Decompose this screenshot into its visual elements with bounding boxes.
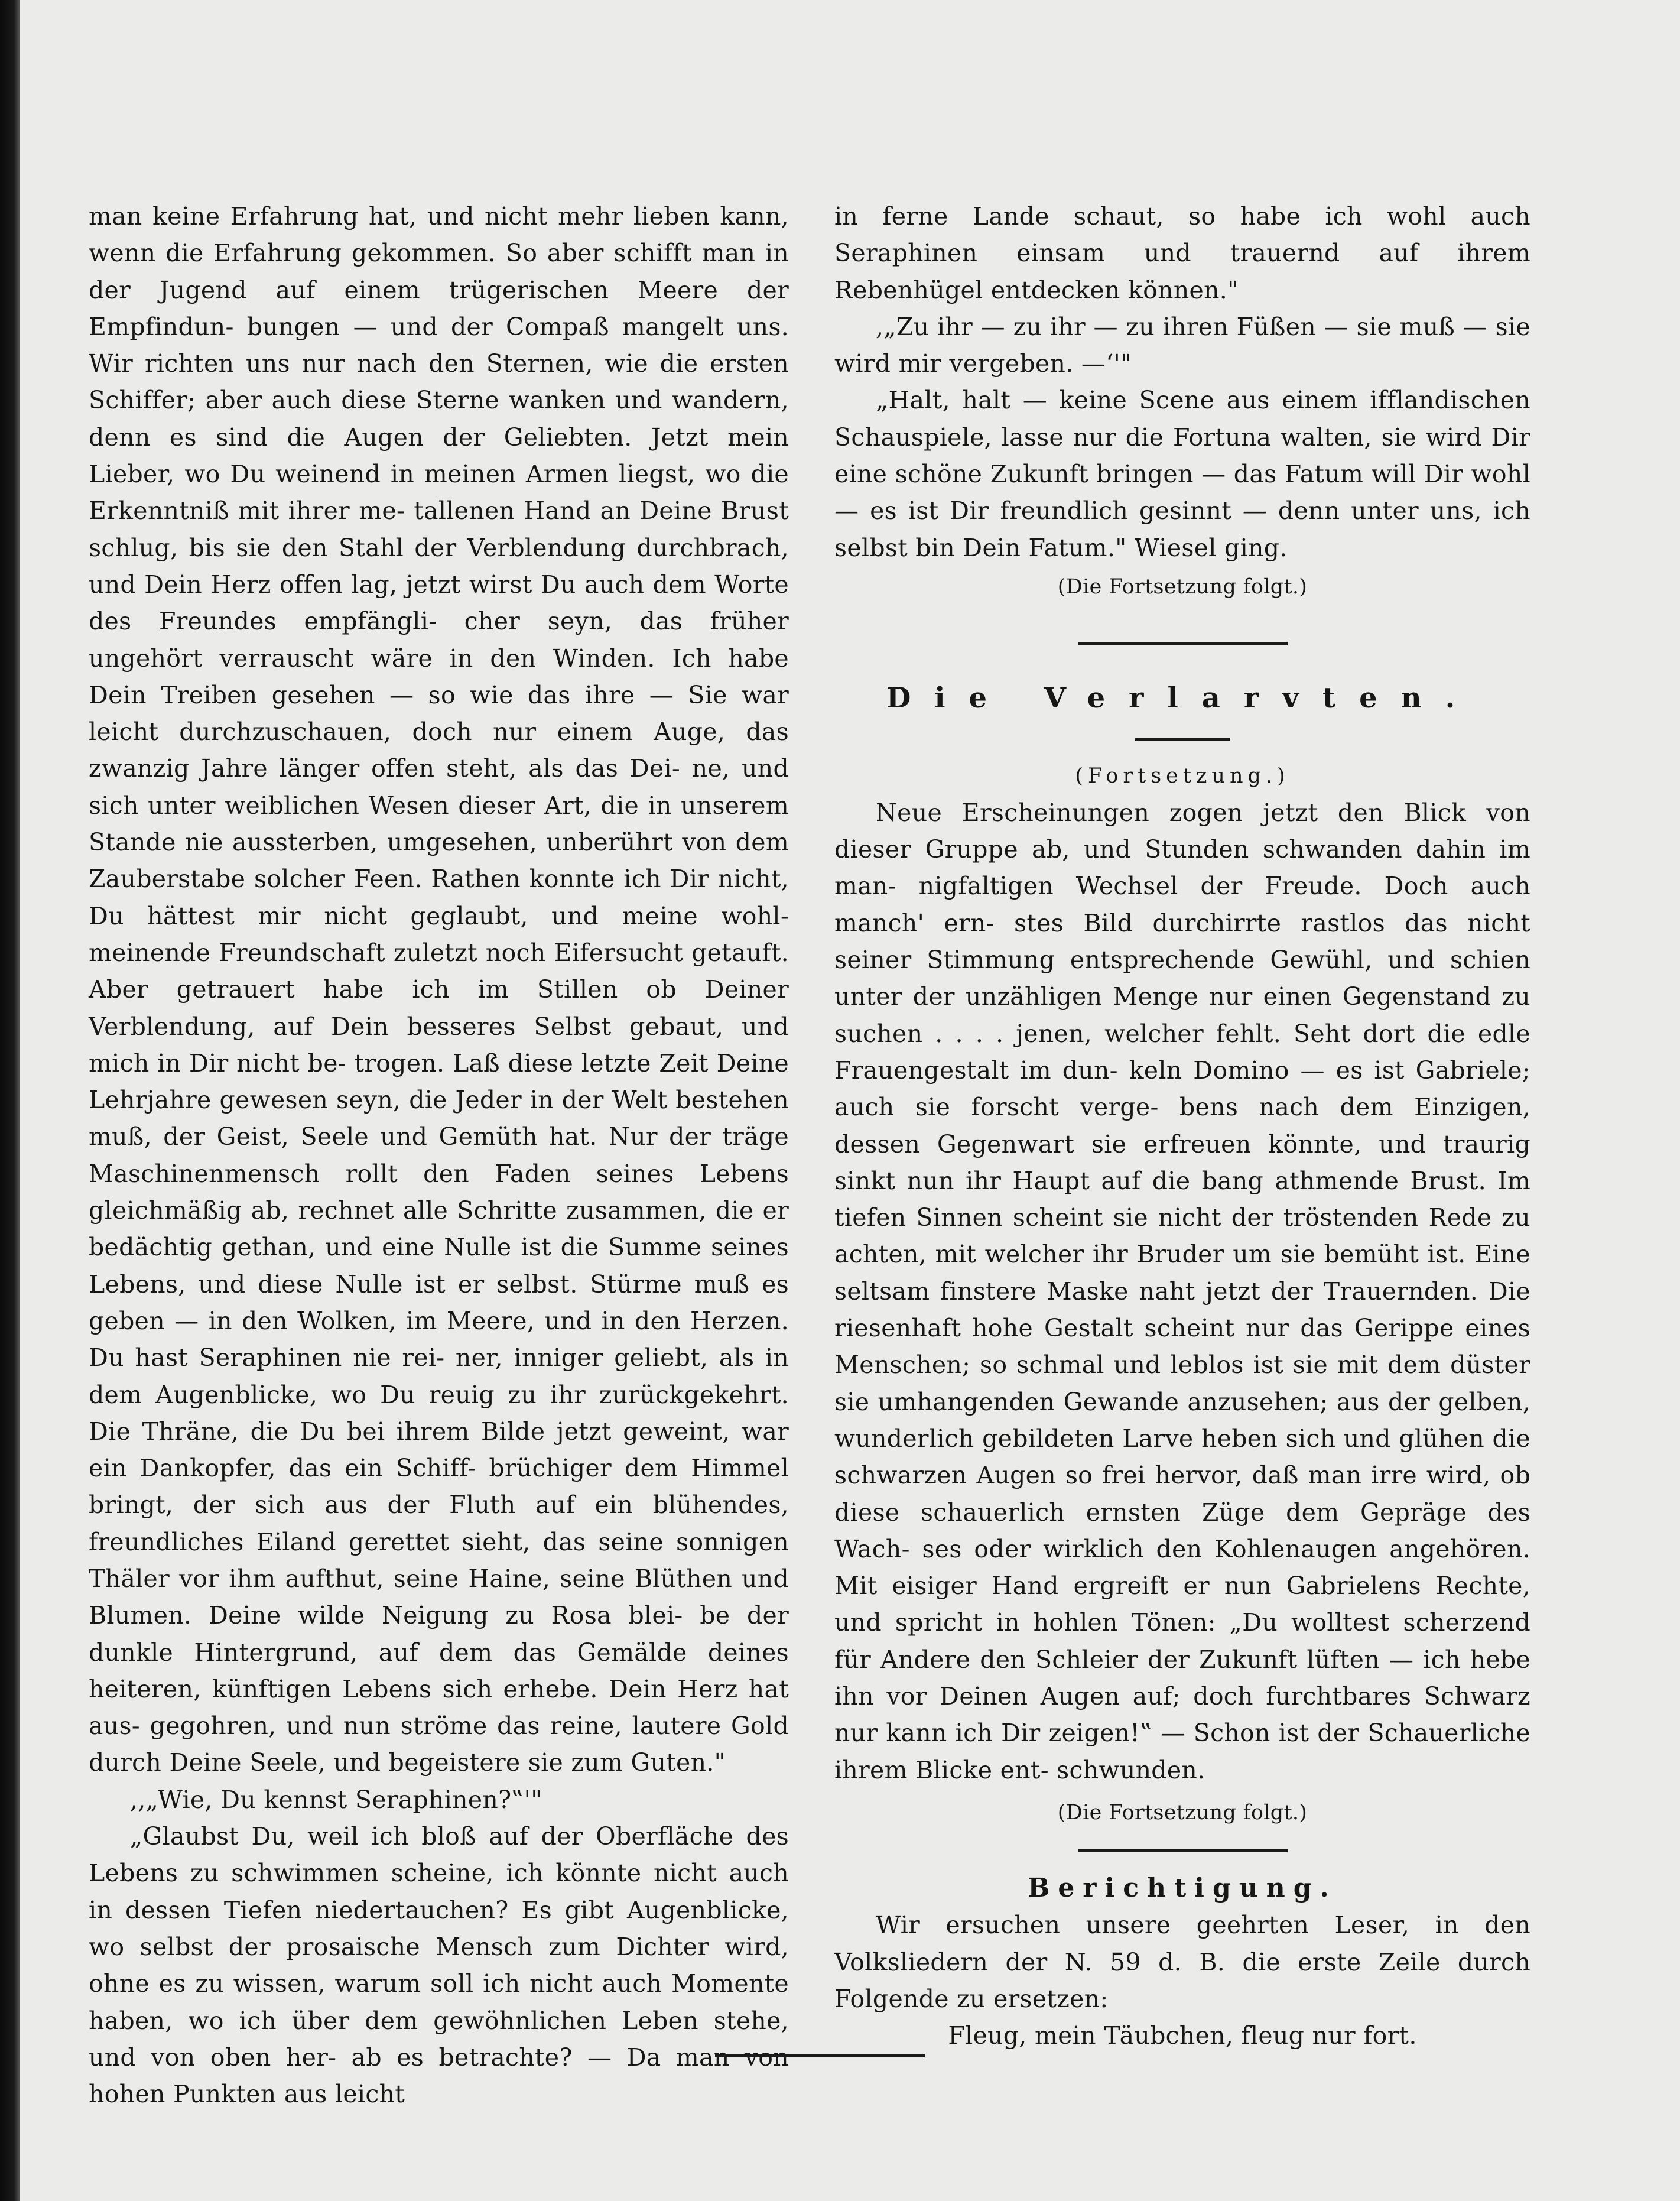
story-subtitle: (Fortsetzung.) [1075,764,1290,788]
story-title: Die Verlarvten. [886,681,1479,715]
left-paragraph-1: man keine Erfahrung hat, und nicht mehr lieben kann, wenn die Erfahrung gekommen. So aber schifft man in der Jugend auf einem trügerischen Meere der Empfindun- bungen — und der Compaß mangelt uns. Wir richten uns nur nach den Sternen, wie die ersten Schiffer; aber auch diese Sterne wanken und wandern, denn es sind die Augen der Geliebten. Jetzt mein Lieber, wo Du weinend in meinen Armen liegst, wo die Erkenntniß mit ihrer me- tallenen Hand an Deine Brust schlug, bis sie den Stahl der Verblendung durchbrach, und Dein Herz offen lag, jetzt wirst Du auch dem Worte des Freundes empfängli- cher seyn, das früher ungehört verrauscht wäre in den Winden. Ich habe Dein Treiben gesehen — so wie das ihre — Sie war leicht durchzuschauen, doch nur einem Auge, das zwanzig Jahre länger offen steht, als das Dei- ne, und sich unter weiblichen Wesen dieser Art, die in unserem Stande nie aussterben, umgesehen, unberührt von dem Zauberstabe solcher Feen. Rathen konnte ich Dir nicht, Du hättest mir nicht geglaubt, und meine wohl- meinende Freundschaft zuletzt noch Eifersucht getauft. Aber getrauert habe ich im Stillen ob Deiner Verblendung, auf Dein besseres Selbst gebaut, und mich in Dir nicht be- trogen. Laß diese letzte Zeit Deine Lehrjahre gewesen seyn, die Jeder in der Welt bestehen muß, der Geist, Seele und Gemüth hat. Nur der träge Maschinenmensch rollt den Faden seines Lebens gleichmäßig ab, rechnet alle Schritte zusammen, die er bedächtig gethan, und eine Nulle ist die Summe seines Lebens, und diese Nulle ist er selbst. Stürme muß es geben — in den Wolken, im Meere, und in den Herzen. Du hast Seraphinen nie rei- ner, inniger geliebt, als in dem Augenblicke, wo Du reuig zu ihr zurückgekehrt. Die Thräne, die Du bei ihrem Bilde jetzt geweint, war ein Dankopfer, das ein Schiff- brüchiger dem Himmel bringt, der sich aus der Fluth auf ein blühendes, freundliches Eiland gerettet sieht, das seine sonnigen Thäler vor ihm aufthut, seine Haine, seine Blüthen und Blumen. Deine wilde Neigung zu Rosa blei- be der dunkle Hintergrund, auf dem das Gemälde deines heiteren, künftigen Lebens sich erhebe. Dein Herz hat aus- gegohren, und nun ströme das reine, lautere Gold durch Deine Seele, und begeistere sie zum Guten." [89,202,789,1777]
left-quote: ,,„Wie, Du kennst Seraphinen?‟'" [130,1785,542,1814]
correction-line: Fleug, mein Täubchen, fleug nur fort. [948,2021,1417,2050]
page-end-rule [715,2054,925,2057]
correction-divider [1078,1849,1288,1852]
title-underline [1135,738,1230,741]
section-divider [1078,642,1288,645]
correction-text: Wir ersuchen unsere geehrten Leser, in den Volksliedern der N. 59 d. B. die erste Zeile durch Folgende zu ersetzen: [834,1911,1530,2014]
right-continuation: in ferne Lande schaut, so habe ich wohl auch Seraphinen einsam und trauernd auf ihrem Rebenhügel entdecken können." [834,202,1530,304]
right-paragraph: „Halt, halt — keine Scene aus einem ifflandischen Schauspiele, lasse nur die Fortuna walten, sie wird Dir eine schöne Zukunft bringen — das Fatum will Dir wohl — es ist Dir freundlich gesinnt — denn unter uns, ich selbst bin Dein Fatum." Wiesel ging. [834,386,1530,562]
correction-title: Berichtigung. [1028,1873,1337,1904]
scan-page-edge [0,0,20,2201]
left-paragraph-2: „Glaubst Du, weil ich bloß auf der Oberfläche des Lebens zu schwimmen scheine, ich könnte nicht auch in dessen Tiefen niedertauchen? Es gibt Augenblicke, wo selbst der prosaische Mensch zum Dichter wird, ohne es zu wissen, warum soll ich nicht auch Momente haben, wo ich über dem gewöhnlichen Leben stehe, und von oben her- ab es betrachte? — Da man von hohen Punkten aus leicht [89,1822,789,2109]
left-column [89,198,789,2112]
fortsetzung-folgt-1: (Die Fortsetzung folgt.) [1057,574,1308,599]
fortsetzung-folgt-2: (Die Fortsetzung folgt.) [1057,1800,1308,1825]
right-quote: ,„Zu ihr — zu ihr — zu ihren Füßen — sie muß — sie wird mir vergeben. —‘'" [834,312,1530,378]
right-column [834,198,1530,2054]
story-body: Neue Erscheinungen zogen jetzt den Blick von dieser Gruppe ab, und Stunden schwanden dahin im man- nigfaltigen Wechsel der Freude. Doch auch manch' ern- stes Bild durchirrte rastlos das nicht seiner Stimmung entsprechende Gewühl, und schien unter der unzähligen Menge nur einen Gegenstand zu suchen . . . . jenen, welcher fehlt. Seht dort die edle Frauengestalt im dun- keln Domino — es ist Gabriele; auch sie forscht verge- bens nach dem Einzigen, dessen Gegenwart sie erfreuen könnte, und traurig sinkt nun ihr Haupt auf die bang athmende Brust. Im tiefen Sinnen scheint sie nicht der tröstenden Rede zu achten, mit welcher ihr Bruder um sie bemüht ist. Eine seltsam finstere Maske naht jetzt der Trauernden. Die riesenhaft hohe Gestalt scheint nur das Gerippe eines Menschen; so schmal und leblos ist sie mit dem düster sie umhangenden Gewande anzusehen; aus der gelben, wunderlich gebildeten Larve heben sich und glühen die schwarzen Augen so frei hervor, daß man irre wird, ob diese schauerlich ernsten Züge dem Gepräge des Wach- ses oder wirklich den Kohlenaugen angehören. Mit eisiger Hand ergreift er nun Gabrielens Rechte, und spricht in hohlen Tönen: „Du wolltest scherzend für Andere den Schleier der Zukunft lüften — ich hebe ihn vor Deinen Augen auf; doch furchtbares Schwarz nur kann ich Dir zeigen!‟ — Schon ist der Schauerliche ihrem Blicke ent- schwunden. [834,798,1530,1784]
